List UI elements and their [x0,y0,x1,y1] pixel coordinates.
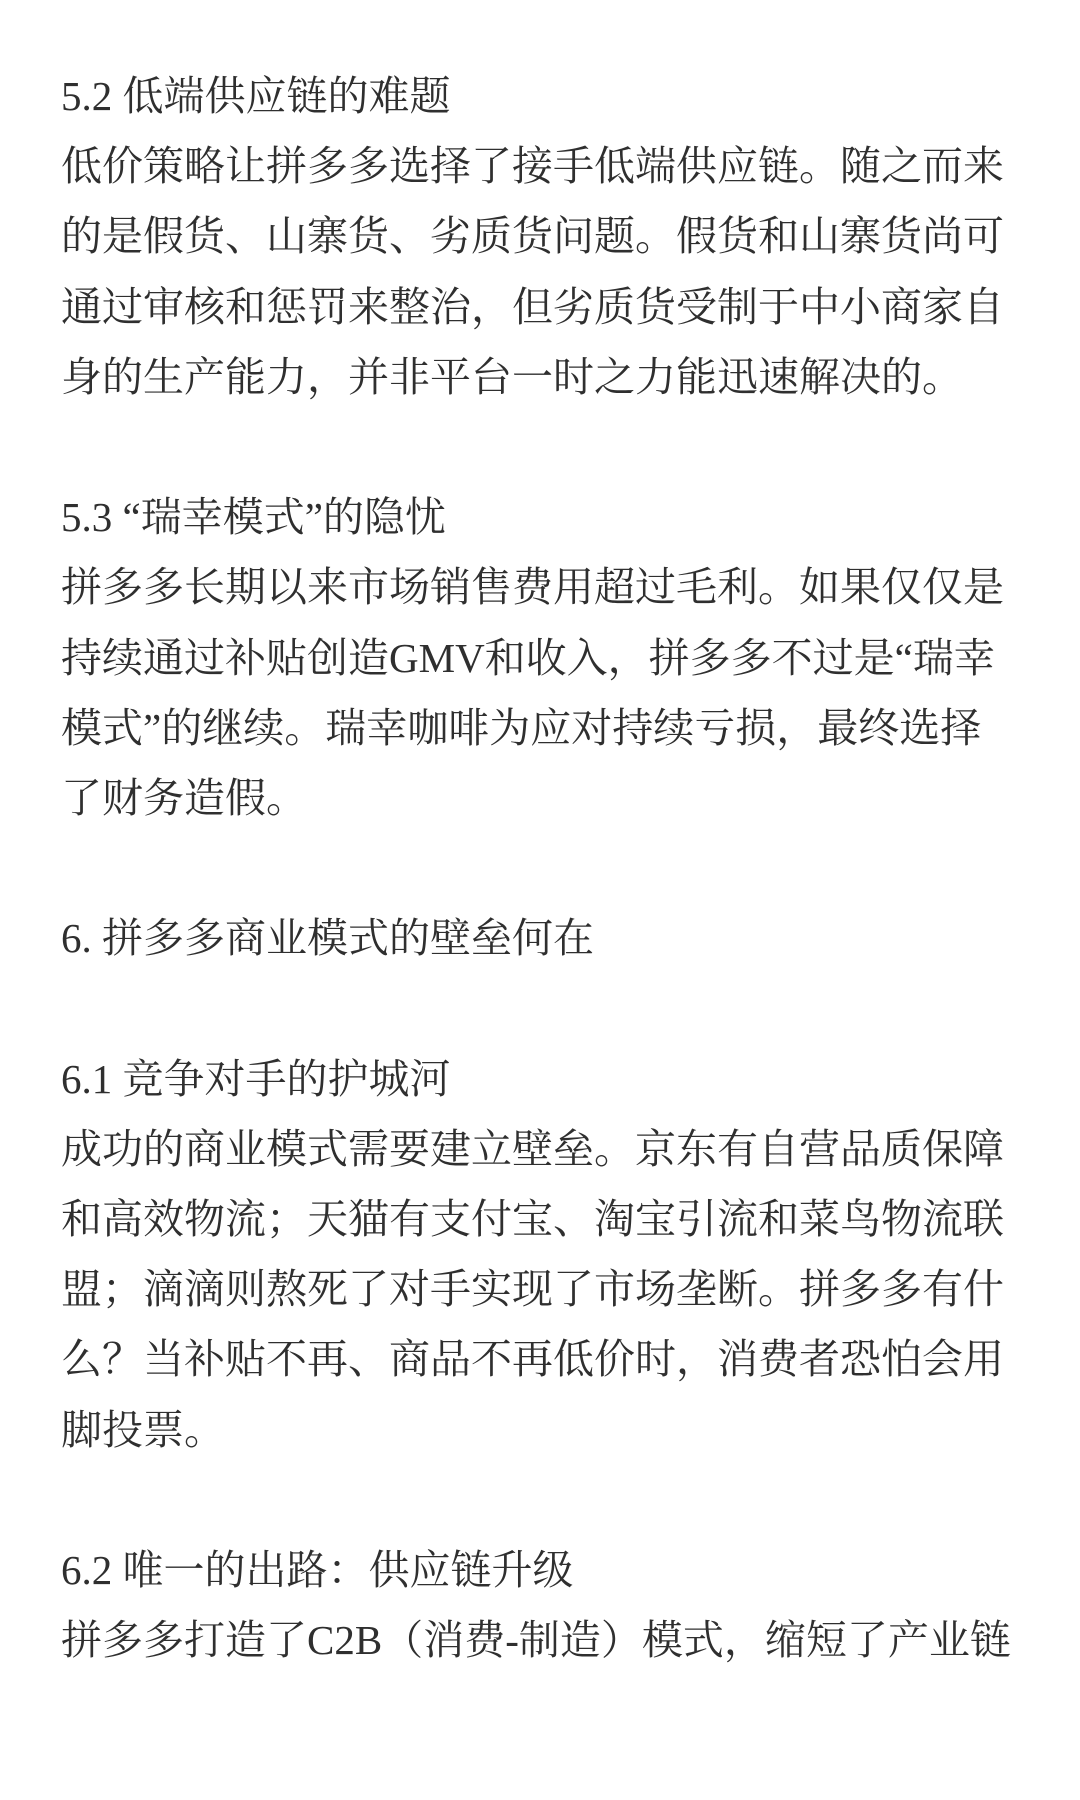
paragraph-line: 拼多多打造了C2B（消费-制造）模式，缩短了产业链 [61,1617,1011,1664]
section-5-3 [61,482,1061,833]
paragraph-line: 成功的商业模式需要建立壁垒。京东有自营品质保障 [61,1125,1004,1172]
section-heading: 5.3 “瑞幸模式”的隐忧 [61,494,446,541]
section-6-2 [61,1535,1061,1675]
paragraph-line: 身的生产能力，并非平台一时之力能迅速解决的。 [61,353,963,400]
paragraph-line: 持续通过补贴创造GMV和收入，拼多多不过是“瑞幸 [61,634,995,681]
section-heading: 6.1 竞争对手的护城河 [61,1055,451,1102]
paragraph-line: 通过审核和惩罚来整治，但劣质货受制于中小商家自 [61,283,1004,330]
section-6 [61,903,1061,973]
paragraph-line: 盟；滴滴则熬死了对手实现了市场垄断。拼多多有什 [61,1266,1004,1313]
paragraph-line: 拼多多长期以来市场销售费用超过毛利。如果仅仅是 [61,564,1004,611]
paragraph-line: 和高效物流；天猫有支付宝、淘宝引流和菜鸟物流联 [61,1196,1004,1242]
paragraph-line: 脚投票。 [61,1406,225,1453]
section-heading: 6. 拼多多商业模式的壁垒何在 [61,915,594,962]
section-6-1 [61,1044,1061,1465]
paragraph-line: 模式”的继续。瑞幸咖啡为应对持续亏损，最终选择 [61,704,982,751]
paragraph-line: 么？当补贴不再、商品不再低价时，消费者恐怕会用 [61,1336,1004,1383]
article-body [61,61,1061,1675]
paragraph-line: 的是假货、山寨货、劣质货问题。假货和山寨货尚可 [61,213,1004,260]
section-heading: 6.2 唯一的出路：供应链升级 [61,1546,574,1593]
paragraph-line: 低价策略让拼多多选择了接手低端供应链。随之而来 [61,143,1004,190]
paragraph-line: 了财务造假。 [61,774,307,821]
section-5-2 [61,61,1061,412]
section-heading: 5.2 低端供应链的难题 [61,73,451,119]
